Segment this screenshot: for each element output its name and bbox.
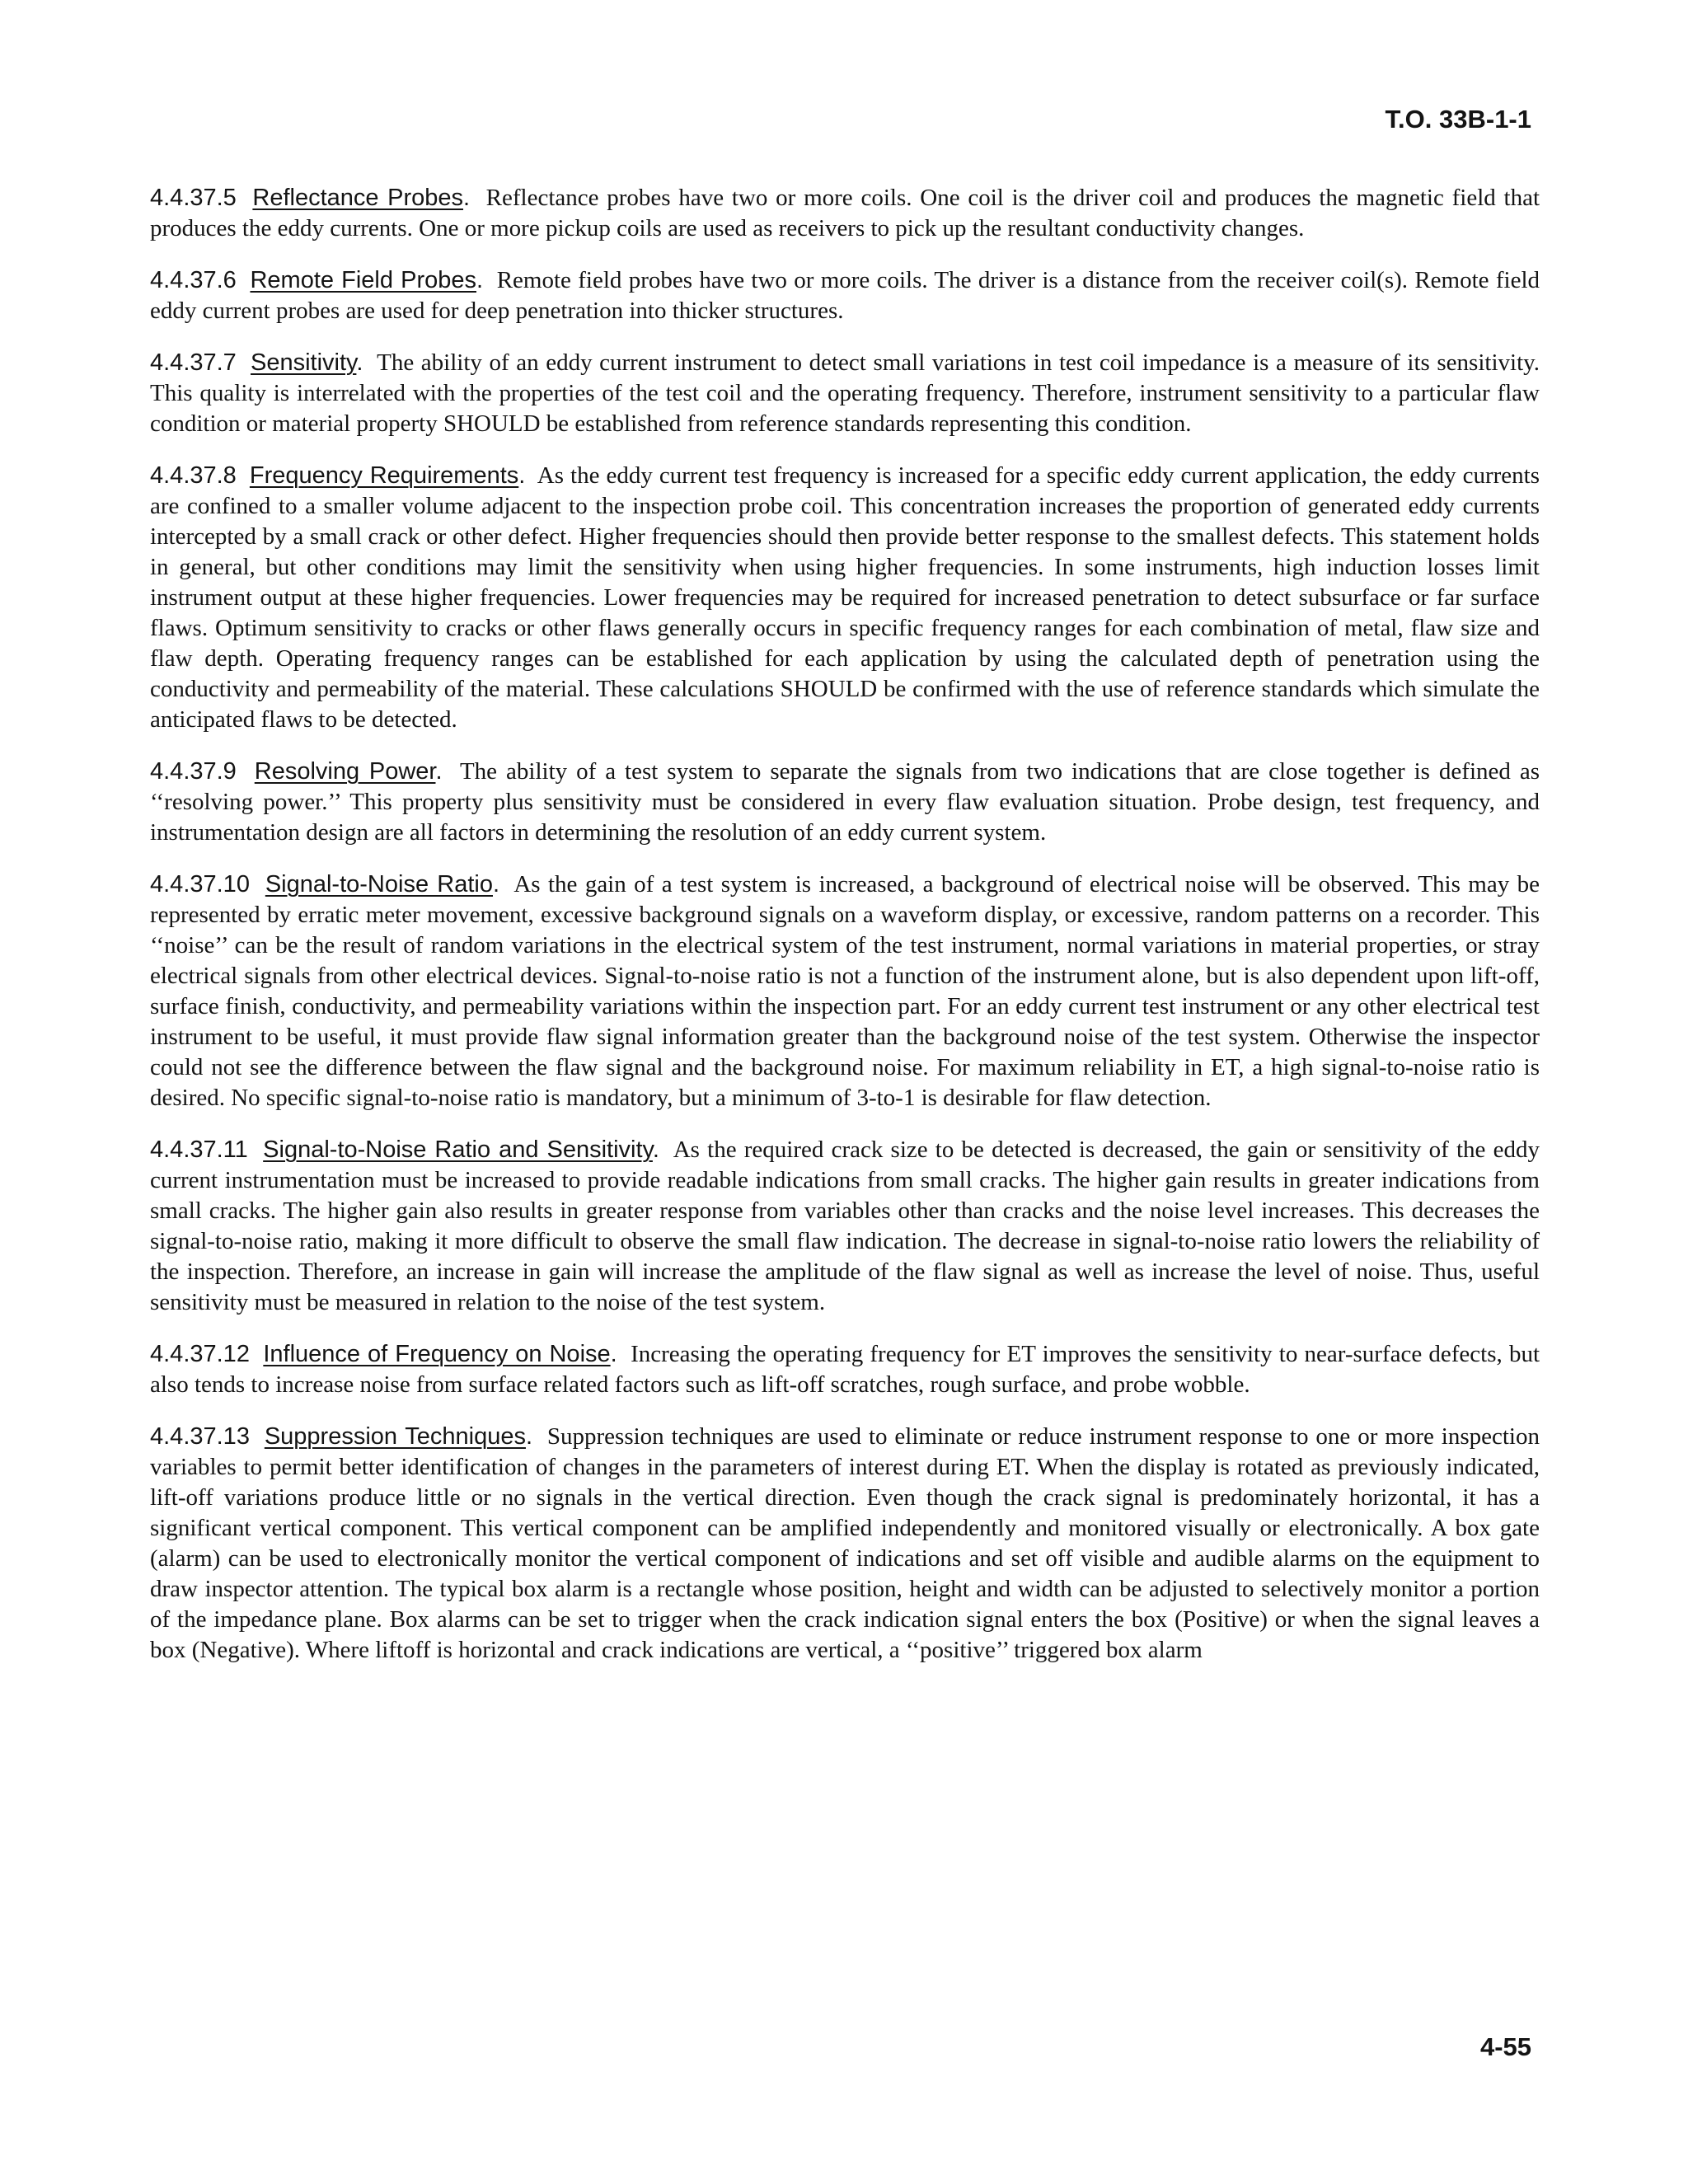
section-number: 4.4.37.10 (150, 871, 250, 898)
heading-period: . (476, 267, 484, 293)
section-text: The ability of an eddy current instrument to detect small variations in test coil impedance is a measure of its sensitivity. This quality is interrelated with the properties of the test coil and the operating frequency. Therefore, instrument sensitivity to a particular flaw condition or material property SHOULD be established from reference standards representing this condition. (150, 349, 1540, 437)
section-text: As the gain of a test system is increased, a background of electrical noise will be observed. This may be represented by erratic meter movement, excessive background signals on a waveform display, or excessive, random patterns on a recorder. This ‘‘noise’’ can be the result of random variations in the electrical system of the test instrument, normal variations in material properties, or stray electrical signals from other electrical devices. Signal-to-noise ratio is not a function of the instrument alone, but is also dependent upon lift-off, surface finish, conductivity, and permeability variations within the inspection part. For an eddy current test instrument or any other electrical test instrument to be useful, it must provide flaw signal information greater than the background noise of the test system. Otherwise the inspector could not see the difference between the flaw signal and the background noise. For maximum reliability in ET, a high signal-to-noise ratio is desired. No specific signal-to-noise ratio is mandatory, but a minimum of 3-to-1 is desirable for flaw detection. (150, 871, 1540, 1111)
section-heading: Frequency Requirements (249, 462, 519, 489)
section-paragraph (150, 869, 1540, 1113)
section-text: As the eddy current test frequency is increased for a specific eddy current application, the eddy currents are confined to a smaller volume adjacent to the inspection probe coil. This concentration increases the proportion of generated eddy currents intercepted by a small crack or other defect. Higher frequencies should then provide better response to the smallest defects. This statement holds in general, but other conditions may limit the sensitivity when using higher frequencies. In some instruments, high induction losses limit instrument output at these higher frequencies. Lower frequencies may be required for increased penetration to detect subsurface or far surface flaws. Optimum sensitivity to cracks or other flaws generally occurs in specific frequency ranges for each combination of metal, flaw size and flaw depth. Operating frequency ranges can be established for each application by using the calculated depth of penetration using the conductivity and permeability of the material. These calculations SHOULD be confirmed with the use of reference standards which simulate the anticipated flaws to be detected. (150, 462, 1540, 733)
section-heading: Remote Field Probes (250, 267, 477, 293)
section-paragraph (150, 183, 1540, 244)
section-paragraph (150, 348, 1540, 439)
section-number: 4.4.37.6 (150, 267, 237, 293)
section-text: Suppression techniques are used to eliminate or reduce instrument response to one or more inspection variables to permit better identification of changes in the parameters of interest during ET. When the display is rotated as previously indicated, lift-off variations produce little or no signals in the vertical direction. Even though the crack signal is predominately horizontal, it has a significant vertical component. This vertical component can be amplified independently and monitored visually or electronically. A box gate (alarm) can be used to electronically monitor the vertical component of indications and set off visible and audible alarms on the equipment to draw inspector attention. The typical box alarm is a rectangle whose position, height and width can be adjusted to selectively monitor a portion of the impedance plane. Box alarms can be set to trigger when the crack indication signal enters the box (Positive) or when the signal leaves a box (Negative). Where liftoff is horizontal and crack indications are vertical, a ‘‘positive’’ triggered box alarm (150, 1423, 1540, 1663)
section-paragraph (150, 757, 1540, 848)
heading-period: . (525, 1423, 533, 1450)
heading-period: . (463, 185, 471, 211)
document-body (150, 183, 1540, 1687)
section-paragraph (150, 265, 1540, 326)
section-text: The ability of a test system to separate the signals from two indications that are close together is defined as ‘‘resolving power.’’ This property plus sensitivity must be considered in every flaw evaluation situation. Probe design, test frequency, and instrumentation design are all factors in determining the resolution of an eddy current system. (150, 758, 1540, 846)
section-paragraph (150, 461, 1540, 735)
section-number: 4.4.37.5 (150, 185, 237, 211)
section-heading: Suppression Techniques (264, 1423, 526, 1450)
section-paragraph (150, 1422, 1540, 1666)
section-heading: Signal-to-Noise Ratio (265, 871, 493, 898)
section-text: Increasing the operating frequency for ET improves the sensitivity to near-surface defects, but also tends to increase noise from surface related factors such as lift-off scratches, rough surface, and probe wobble. (150, 1341, 1540, 1398)
document-number: T.O. 33B-1-1 (1385, 105, 1531, 134)
section-text: Reflectance probes have two or more coils. One coil is the driver coil and produces the magnetic field that produces the eddy currents. One or more pickup coils are used as receivers to pick up the resultant conductivity changes. (150, 185, 1540, 241)
heading-period: . (493, 871, 500, 898)
section-heading: Signal-to-Noise Ratio and Sensitivity (263, 1137, 653, 1163)
section-number: 4.4.37.12 (150, 1341, 250, 1367)
section-paragraph (150, 1135, 1540, 1318)
page-number: 4-55 (1479, 2032, 1531, 2061)
section-text: Remote field probes have two or more coils. The driver is a distance from the receiver coil(s). Remote field eddy current probes are used for deep penetration into thicker structures. (150, 267, 1540, 324)
heading-period: . (356, 349, 363, 376)
section-number: 4.4.37.13 (150, 1423, 250, 1450)
section-number: 4.4.37.8 (150, 462, 237, 489)
heading-period: . (518, 462, 526, 489)
section-number: 4.4.37.11 (150, 1137, 248, 1163)
section-heading: Reflectance Probes (252, 185, 464, 211)
section-number: 4.4.37.9 (150, 758, 237, 785)
section-heading: Influence of Frequency on Noise (263, 1341, 611, 1367)
section-heading: Sensitivity (251, 349, 357, 376)
heading-period: . (652, 1137, 659, 1163)
heading-period: . (435, 758, 443, 785)
heading-period: . (610, 1341, 617, 1367)
section-number: 4.4.37.7 (150, 349, 237, 376)
section-paragraph (150, 1339, 1540, 1400)
section-text: As the required crack size to be detected is decreased, the gain or sensitivity of the eddy current instrumentation must be increased to provide readable indications from small cracks. The higher gain results in greater indications from small cracks. The higher gain also results in greater response from variables other than cracks and the noise level increases. This decreases the signal-to-noise ratio, making it more difficult to observe the small flaw indication. The decrease in signal-to-noise ratio lowers the reliability of the inspection. Therefore, an increase in gain will increase the amplitude of the flaw signal as well as increase the level of noise. Thus, useful sensitivity must be measured in relation to the noise of the test system. (150, 1137, 1540, 1315)
section-heading: Resolving Power (254, 758, 436, 785)
